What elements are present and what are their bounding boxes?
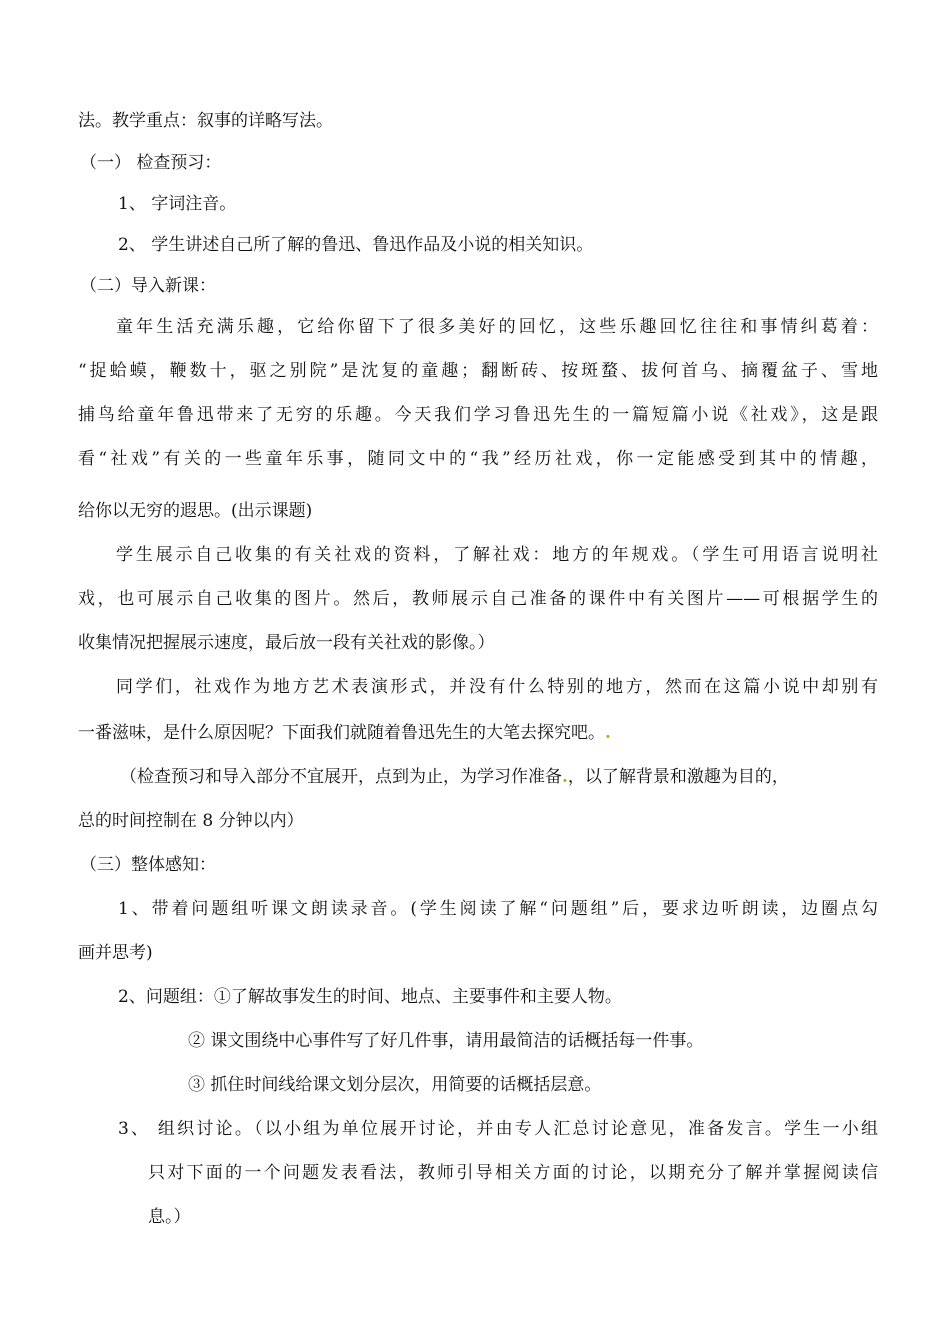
mark-dot: . [605, 723, 611, 743]
paragraph-line: 捕鸟给童年鲁迅带来了无穷的乐趣。今天我们学习鲁迅先生的一篇短篇小说《社戏》，这是跟 [78, 405, 878, 425]
paragraph-line: 息。） [148, 1207, 191, 1227]
paragraph-line: 戏，也可展示自己收集的图片。然后，教师展示自己准备的课件中有关图片——可根据学生的 [78, 589, 878, 609]
paragraph-line: 童年生活充满乐趣，它给你留下了很多美好的回忆，这些乐趣回忆往往和事情纠葛着： [116, 317, 878, 337]
mark-dot: . [562, 767, 568, 787]
paragraph-line: 给你以无穷的遐思。(出示课题) [78, 501, 313, 521]
paragraph-line: 同学们，社戏作为地方艺术表演形式，并没有什么特别的地方，然而在这篇小说中却别有 [116, 677, 878, 697]
paragraph-line: 画并思考) [78, 943, 153, 963]
text-line: 法。教学重点：叙事的详略写法。 [78, 111, 333, 131]
paragraph-line: 1、带着问题组听课文朗读录音。(学生阅读了解“问题组”后，要求边听朗读，边圈点勾 [118, 899, 878, 919]
list-item: 2、问题组：①了解故事发生的时间、地点、主要事件和主要人物。 [118, 987, 622, 1007]
paragraph-line: “捉蛤蟆，鞭数十，驱之别院”是沈复的童趣；翻断砖、按斑蝥、拔何首乌、摘覆盆子、雪地 [78, 361, 878, 381]
section-heading: （三）整体感知： [80, 855, 216, 875]
list-item: ③ 抓住时间线给课文划分层次，用简要的话概括层意。 [188, 1075, 602, 1095]
paragraph-line [78, 722, 611, 744]
paragraph-line: 只对下面的一个问题发表看法，教师引导相关方面的讨论，以期充分了解并掌握阅读信 [148, 1163, 878, 1183]
paragraph-text: ，以了解背景和激趣为目的， [567, 767, 789, 787]
paragraph-line: 看“社戏”有关的一些童年乐事，随同文中的“我”经历社戏，你一定能感受到其中的情趣， [78, 449, 878, 469]
list-item: 3、 组织讨论。（以小组为单位展开讨论，并由专人汇总讨论意见，准备发言。学生一小组 [118, 1119, 878, 1139]
list-item: 1、 字词注音。 [118, 194, 237, 214]
section-heading: （一） 检查预习： [80, 153, 222, 173]
paragraph-text: 一番滋味，是什么原因呢？下面我们就随着鲁迅先生的大笔去探究吧。 [78, 723, 605, 743]
paragraph-line [120, 766, 789, 788]
paragraph-line: 收集情况把握展示速度，最后放一段有关社戏的影像。） [78, 633, 495, 653]
paragraph-line: 总的时间控制在 8 分钟以内） [78, 811, 304, 831]
list-item: 2、 学生讲述自己所了解的鲁迅、鲁迅作品及小说的相关知识。 [118, 235, 594, 255]
list-item: ② 课文围绕中心事件写了好几件事，请用最简洁的话概括每一件事。 [188, 1031, 704, 1051]
section-heading: （二）导入新课： [80, 276, 216, 296]
paragraph-text: （检查预习和导入部分不宜展开，点到为止，为学习作准备 [120, 767, 562, 787]
paragraph-line: 学生展示自己收集的有关社戏的资料，了解社戏：地方的年规戏。（学生可用语言说明社 [116, 545, 878, 565]
